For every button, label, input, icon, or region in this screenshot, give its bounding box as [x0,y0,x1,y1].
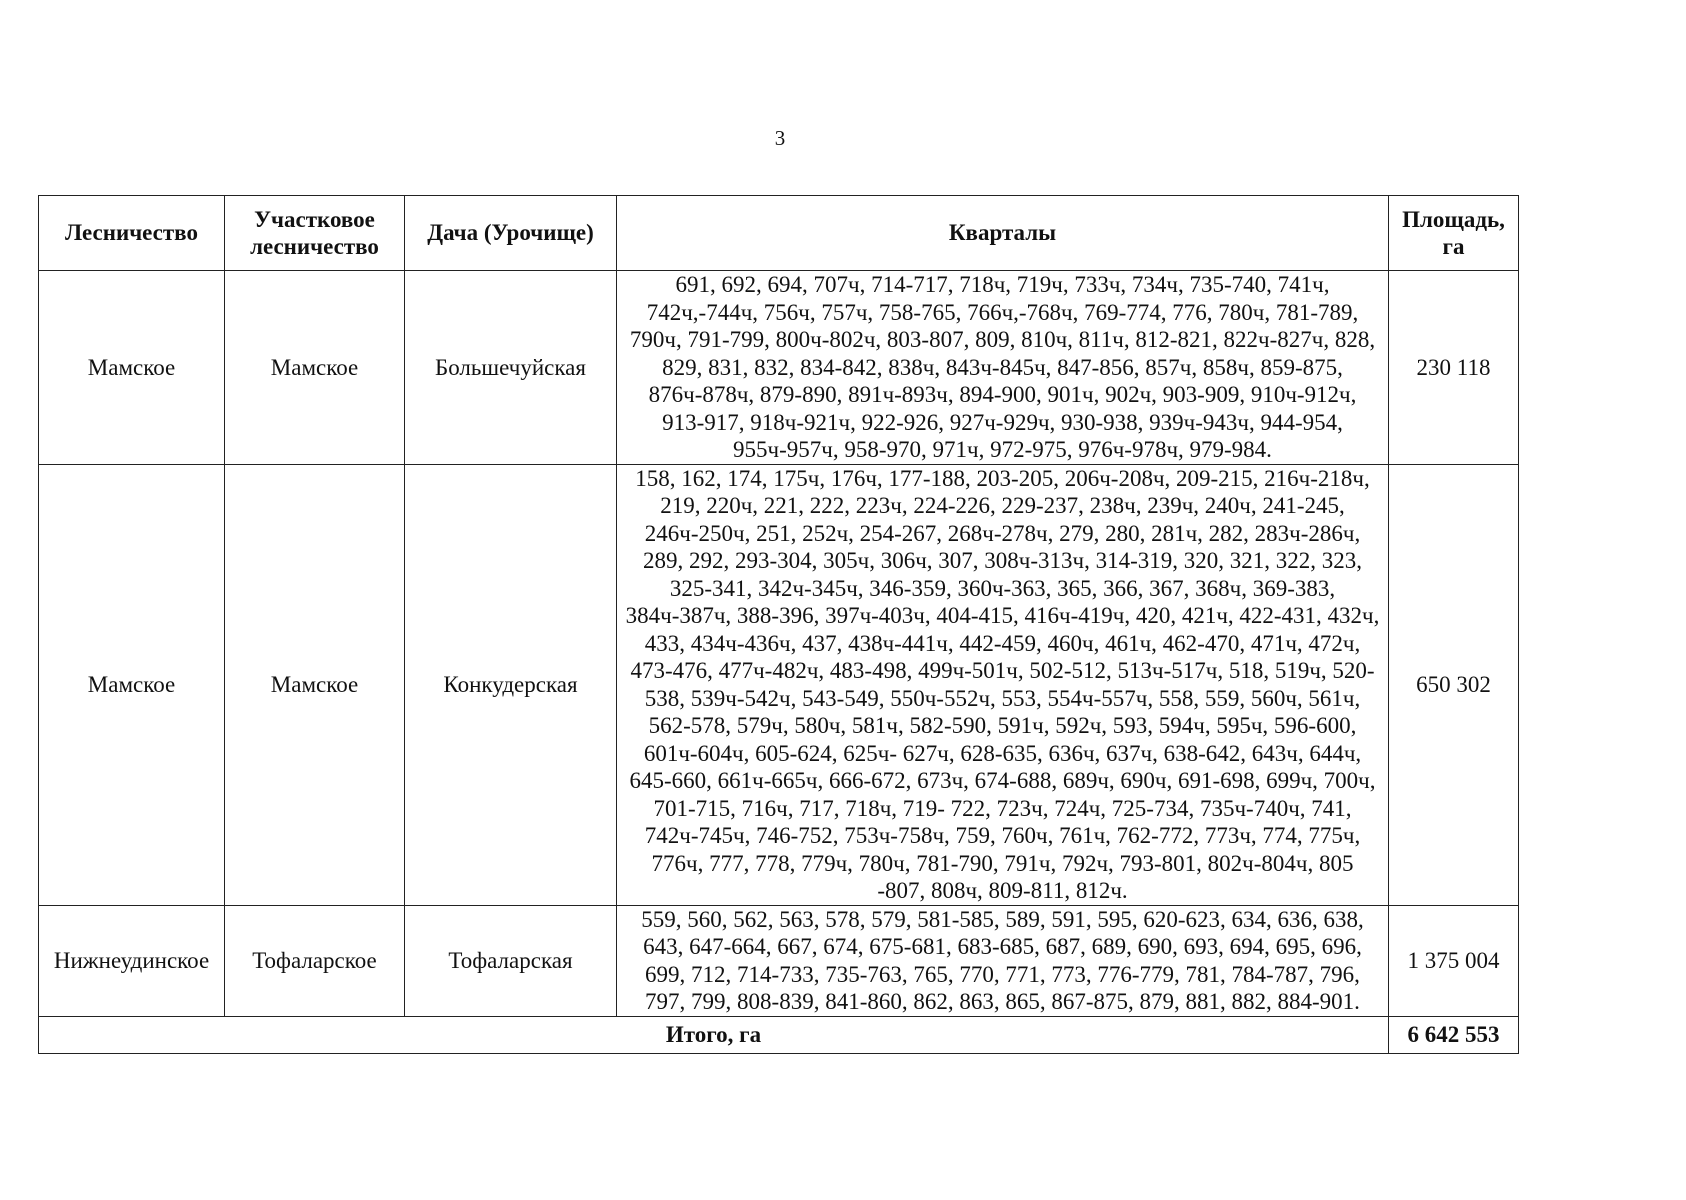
district-forestry-cell: Мамское [225,271,405,465]
page-number: 3 [774,126,786,150]
total-value: 6 642 553 [1389,1016,1519,1053]
dacha-cell: Тофаларская [405,905,617,1016]
area-cell: 1 375 004 [1389,905,1519,1016]
district-forestry-cell: Тофаларское [225,905,405,1016]
table-row [39,464,1519,905]
table-row [39,905,1519,1016]
table-header-row [39,196,1519,271]
forest-quarters-table [38,195,1519,1054]
dacha-cell: Большечуйская [405,271,617,465]
header-dacha: Дача (Урочище) [405,196,617,271]
quarters-cell: 691, 692, 694, 707ч, 714-717, 718ч, 719ч, 733ч, 734ч, 735-740, 741ч, 742ч,-744ч, 756ч, 757ч, 758-765, 766ч,-768ч, 769-774, 776, 780ч, 781-789, 790ч, 791-799, 800ч-802ч, 803-807, 809, 810ч, 811ч, 812-821, 822ч-827ч, 828, 829, 831, 832, 834-842, 838ч, 843ч-845ч, 847-856, 857ч, 858ч, 859-875, 876ч-878ч, 879-890, 891ч-893ч, 894-900, 901ч, 902ч, 903-909, 910ч-912ч, 913-917, 918ч-921ч, 922-926, 927ч-929ч, 930-938, 939ч-943ч, 944-954, 955ч-957ч, 958-970, 971ч, 972-975, 976ч-978ч, 979-984. [617,271,1389,465]
total-row [39,1016,1519,1053]
header-forestry: Лесничество [39,196,225,271]
forestry-cell: Мамское [39,271,225,465]
area-cell: 230 118 [1389,271,1519,465]
quarters-cell: 158, 162, 174, 175ч, 176ч, 177-188, 203-205, 206ч-208ч, 209-215, 216ч-218ч, 219, 220ч, 221, 222, 223ч, 224-226, 229-237, 238ч, 239ч, 240ч, 241-245, 246ч-250ч, 251, 252ч, 254-267, 268ч-278ч, 279, 280, 281ч, 282, 283ч-286ч, 289, 292, 293-304, 305ч, 306ч, 307, 308ч-313ч, 314-319, 320, 321, 322, 323, 325-341, 342ч-345ч, 346-359, 360ч-363, 365, 366, 367, 368ч, 369-383, 384ч-387ч, 388-396, 397ч-403ч, 404-415, 416ч-419ч, 420, 421ч, 422-431, 432ч, 433, 434ч-436ч, 437, 438ч-441ч, 442-459, 460ч, 461ч, 462-470, 471ч, 472ч, 473-476, 477ч-482ч, 483-498, 499ч-501ч, 502-512, 513ч-517ч, 518, 519ч, 520-538, 539ч-542ч, 543-549, 550ч-552ч, 553, 554ч-557ч, 558, 559, 560ч, 561ч, 562-578, 579ч, 580ч, 581ч, 582-590, 591ч, 592ч, 593, 594ч, 595ч, 596-600, 601ч-604ч, 605-624, 625ч- 627ч, 628-635, 636ч, 637ч, 638-642, 643ч, 644ч, 645-660, 661ч-665ч, 666-672, 673ч, 674-688, 689ч, 690ч, 691-698, 699ч, 700ч, 701-715, 716ч, 717, 718ч, 719- 722, 723ч, 724ч, 725-734, 735ч-740ч, 741, 742ч-745ч, 746-752, 753ч-758ч, 759, 760ч, 761ч, 762-772, 773ч, 774, 775ч, 776ч, 777, 778, 779ч, 780ч, 781-790, 791ч, 792ч, 793-801, 802ч-804ч, 805 -807, 808ч, 809-811, 812ч. [617,464,1389,905]
forestry-cell: Нижнеудинское [39,905,225,1016]
header-quarters: Кварталы [617,196,1389,271]
district-forestry-cell: Мамское [225,464,405,905]
dacha-cell: Конкудерская [405,464,617,905]
header-area: Площадь, га [1389,196,1519,271]
table-row [39,271,1519,465]
area-cell: 650 302 [1389,464,1519,905]
header-district-forestry: Участковое лесничество [225,196,405,271]
quarters-cell: 559, 560, 562, 563, 578, 579, 581-585, 589, 591, 595, 620-623, 634, 636, 638, 643, 647-664, 667, 674, 675-681, 683-685, 687, 689, 690, 693, 694, 695, 696, 699, 712, 714-733, 735-763, 765, 770, 771, 773, 776-779, 781, 784-787, 796, 797, 799, 808-839, 841-860, 862, 863, 865, 867-875, 879, 881, 882, 884-901. [617,905,1389,1016]
total-label: Итого, га [39,1016,1389,1053]
forestry-cell: Мамское [39,464,225,905]
